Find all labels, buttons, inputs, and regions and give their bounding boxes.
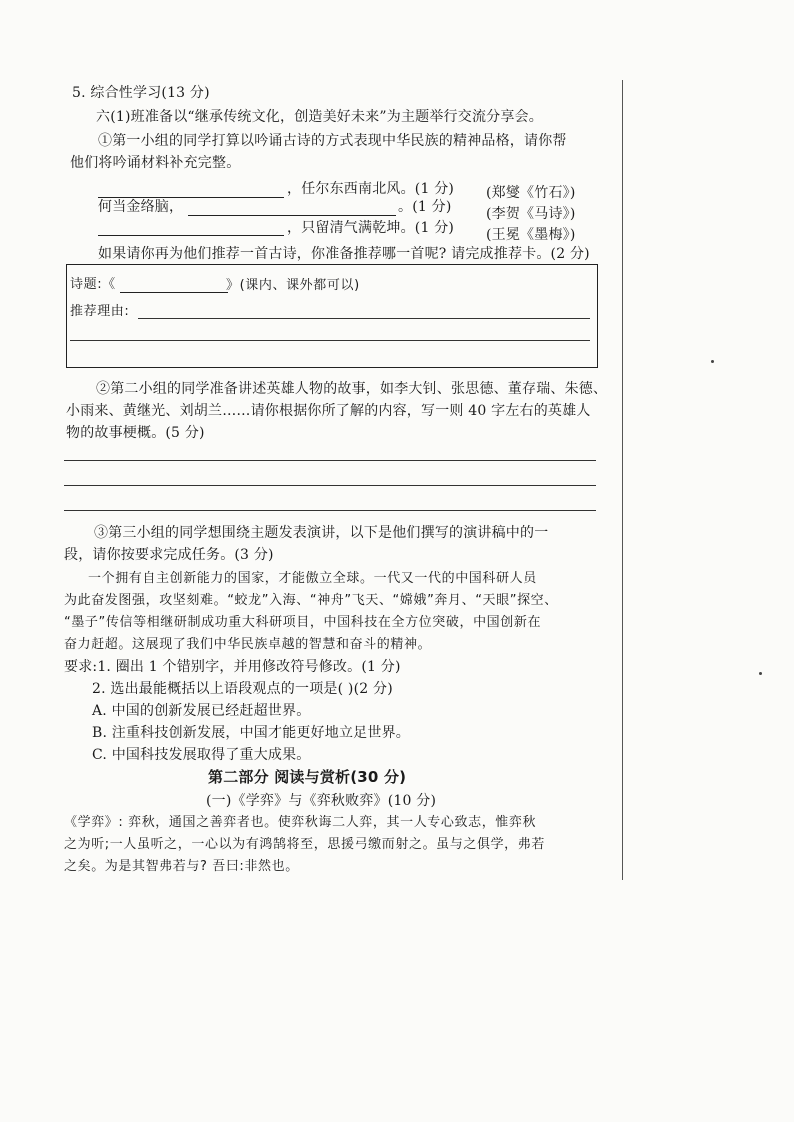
option-a[interactable]: A. 中国的创新发展已经赶超世界。 — [92, 703, 311, 719]
answer-line[interactable] — [64, 485, 596, 486]
option-c[interactable]: C. 中国科技发展取得了重大成果。 — [92, 747, 311, 763]
task3-text: 段，请你按要求完成任务。(3 分) — [64, 547, 274, 563]
poem-line-3: ，只留清气满乾坤。(1 分) — [287, 220, 455, 236]
answer-line[interactable] — [64, 460, 596, 461]
task2-text: 物的故事梗概。(5 分) — [66, 425, 205, 441]
speech-line: “墨子”传信等相继研制成功重大科研项目，中国科技在全方位突破，中国创新在 — [64, 615, 542, 630]
recommend-prompt: 如果请你再为他们推荐一首古诗，你准备推荐哪一首呢? 请完成推荐卡。(2 分) — [98, 246, 590, 262]
requirement-2: 2. 选出最能概括以上语段观点的一项是( )(2 分) — [92, 681, 393, 697]
scan-speck — [711, 360, 714, 363]
task3-text: ③第三小组的同学想围绕主题发表演讲，以下是他们撰写的演讲稿中的一 — [94, 525, 549, 541]
speech-line: 奋力赶超。这展现了我们中华民族卓越的智慧和奋斗的精神。 — [64, 637, 432, 652]
poem-line-1: ，任尔东西南北风。(1 分) — [287, 181, 455, 197]
card-answer-line[interactable] — [138, 318, 590, 319]
poem-blank-3[interactable] — [98, 235, 284, 236]
speech-line: 为此奋发图强，攻坚刻难。“蛟龙”入海、“神舟”飞天、“嫦娥”奔月、“天眼”探空、 — [64, 593, 558, 608]
section-intro: 六(1)班准备以“继承传统文化，创造美好未来”为主题举行交流分享会。 — [96, 109, 543, 125]
part2-title: 第二部分 阅读与赏析(30 分) — [208, 768, 407, 786]
speech-line: 一个拥有自主创新能力的国家，才能傲立全球。一代又一代的中国科研人员 — [88, 571, 537, 586]
poem-source-2: (李贺《马诗》) — [486, 206, 576, 222]
passage-line: 之为听;一人虽听之，一心以为有鸿鹄将至，思援弓缴而射之。虽与之俱学，弗若 — [64, 837, 545, 852]
binding-margin-line — [622, 80, 623, 880]
poem-blank-2[interactable] — [188, 215, 396, 216]
task1-text: ①第一小组的同学打算以吟诵古诗的方式表现中华民族的精神品格，请你帮 — [98, 133, 567, 149]
requirement-1: 要求:1. 圈出 1 个错别字，并用修改符号修改。(1 分) — [64, 659, 401, 675]
card-poem-note: 》(课内、课外都可以) — [226, 278, 360, 293]
scan-speck — [759, 672, 762, 675]
card-poem-blank[interactable] — [120, 292, 228, 293]
task2-text: 小雨来、黄继光、刘胡兰……请你根据你所了解的内容，写一则 40 字左右的英雄人 — [66, 403, 591, 419]
passage-line: 之矣。为是其智弗若与? 吾曰:非然也。 — [64, 859, 299, 874]
passage-line: 《学弈》: 弈秋，通国之善弈者也。使弈秋诲二人弈，其一人专心致志，惟弈秋 — [64, 815, 537, 830]
answer-line[interactable] — [64, 510, 596, 511]
card-answer-line[interactable] — [70, 340, 590, 341]
card-poem-label: 诗题:《 — [70, 277, 116, 292]
poem-line-2-end: 。(1 分) — [398, 199, 452, 215]
card-reason-label: 推荐理由: — [70, 304, 130, 319]
part2-subtitle: (一)《学弈》与《弈秋败弈》(10 分) — [206, 793, 437, 809]
task2-text: ②第二小组的同学准备讲述英雄人物的故事，如李大钊、张思德、董存瑞、朱德、 — [96, 381, 608, 397]
section-heading: 5. 综合性学习(13 分) — [72, 85, 210, 101]
poem-source-1: (郑燮《竹石》) — [486, 185, 576, 201]
poem-line-2-start: 何当金络脑， — [98, 199, 184, 215]
option-b[interactable]: B. 注重科技创新发展，中国才能更好地立足世界。 — [92, 725, 410, 741]
poem-source-3: (王冕《墨梅》) — [486, 227, 576, 243]
task1-text: 他们将吟诵材料补充完整。 — [70, 155, 241, 171]
